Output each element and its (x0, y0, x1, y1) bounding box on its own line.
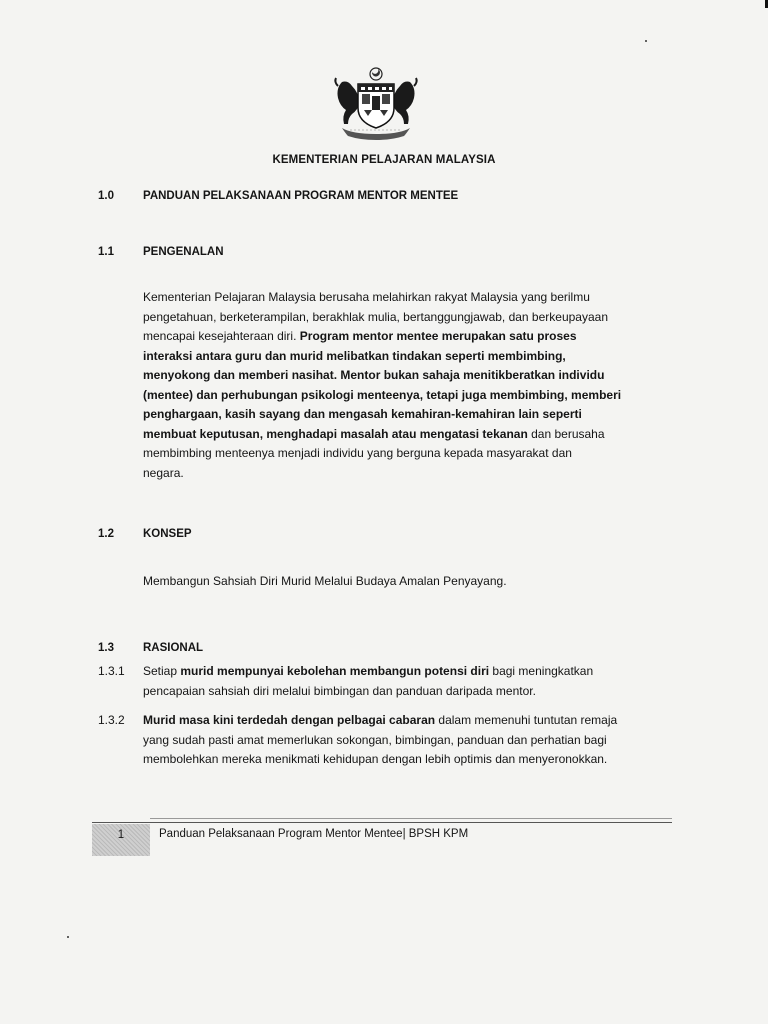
page-number-box (92, 824, 150, 856)
text-line: membimbing menteenya menjadi individu yang berguna kepada masyarakat dan (143, 446, 572, 460)
footer-text: Panduan Pelaksanaan Program Mentor Mentee| BPSH KPM (159, 828, 469, 840)
text-line (143, 425, 673, 445)
konsep-paragraph (143, 572, 673, 592)
section-title: PANDUAN PELAKSANAAN PROGRAM MENTOR MENTEE (143, 190, 459, 202)
text-line: pengetahuan, berketerampilan, berakhlak mulia, bertanggungjawab, dan berkeupayaan (143, 309, 608, 324)
section-number: 1.1 (98, 246, 114, 258)
bold-text-line: penghargaan, kasih sayang dan mengasah kemahiran-kemahiran lain seperti (143, 407, 582, 421)
text-run: bagi meningkatkan (489, 664, 594, 678)
bold-text-line: menyokong dan memberi nasihat. Mentor bukan sahaja menitikberatkan individu (143, 368, 605, 382)
text-run: Setiap (143, 664, 181, 678)
text-line: Membangun Sahsiah Diri Murid Melalui Budaya Amalan Penyayang. (143, 574, 507, 588)
coat-of-arms-icon (328, 64, 424, 140)
text-run: dalam memenuhi tuntutan remaja (435, 713, 618, 727)
text-line (143, 662, 593, 682)
text-line: membolehkan mereka menikmati kehidupan dengan lebih optimis dan menyeronokkan. (143, 752, 608, 766)
text-run: mencapai kesejahteraan diri. (143, 329, 300, 343)
text-line: Kementerian Pelajaran Malaysia berusaha melahirkan rakyat Malaysia yang berilmu (143, 290, 590, 304)
bold-text-run: Program mentor mentee merupakan satu proses (299, 329, 577, 343)
subsection-number: 1.3.2 (98, 713, 125, 727)
page-number: 1 (117, 829, 125, 841)
footer-divider (150, 818, 672, 819)
section-number: 1.0 (98, 190, 114, 202)
subsection-number: 1.3.1 (98, 664, 125, 678)
section-title: RASIONAL (143, 642, 204, 654)
bold-text-run: Murid masa kini terdedah dengan pelbagai cabaran (143, 713, 436, 727)
scan-speck (645, 40, 647, 42)
text-run: dan berusaha (527, 426, 605, 441)
subsection-body (143, 711, 617, 770)
text-line: yang sudah pasti amat memerlukan sokongan, bimbingan, panduan dan perhatian bagi (143, 732, 607, 747)
footer-divider (92, 822, 672, 823)
text-line (143, 711, 617, 731)
section-title: KONSEP (143, 528, 192, 540)
scan-speck (67, 936, 69, 938)
section-number: 1.3 (98, 642, 114, 654)
bold-text-run: membuat keputusan, menghadapi masalah atau mengatasi tekanan (143, 426, 528, 441)
bold-text-run: murid mempunyai kebolehan membangun potensi diri (180, 664, 490, 678)
bold-text-line: interaksi antara guru dan murid melibatkan tindakan seperti membimbing, (143, 348, 566, 363)
text-line: pencapaian sahsiah diri melalui bimbingan dan panduan daripada mentor. (143, 683, 536, 698)
text-line (143, 327, 673, 347)
ministry-title: KEMENTERIAN PELAJARAN MALAYSIA (272, 154, 496, 166)
intro-paragraph (143, 288, 673, 483)
section-title: PENGENALAN (143, 246, 224, 258)
section-number: 1.2 (98, 528, 114, 540)
text-line: negara. (143, 465, 184, 480)
subsection-body (143, 662, 593, 701)
bold-text-line: (mentee) dan perhubungan psikologi menteenya, tetapi juga membimbing, memberi (143, 387, 622, 402)
